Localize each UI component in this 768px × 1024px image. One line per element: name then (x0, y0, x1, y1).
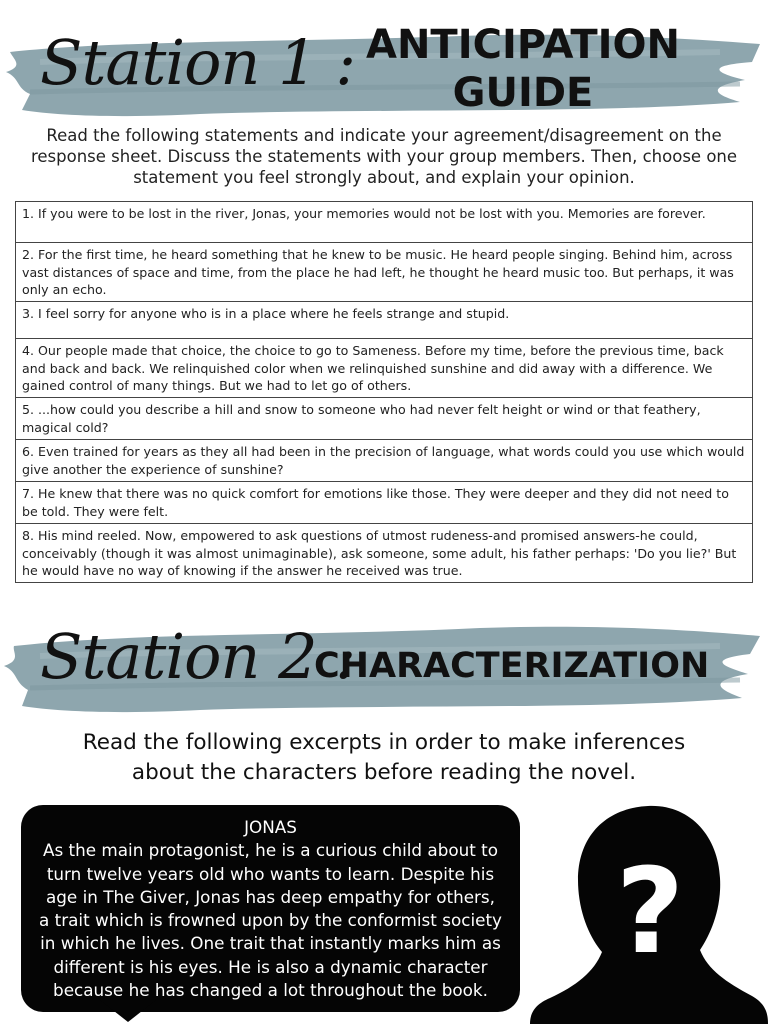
station2-instructions-line2: about the characters before reading the novel. (131, 760, 637, 785)
station2-instructions-line1: Read the following excerpts in order to make inferences (82, 730, 686, 755)
station2-instructions (14, 728, 754, 788)
mystery-person-silhouette-icon (530, 800, 768, 1024)
character-speech-bubble (21, 805, 520, 1012)
table-row (16, 202, 753, 243)
character-line: because he has changed a lot throughout the book. (53, 980, 488, 1001)
character-line: different is his eyes. He is also a dynamic character (53, 956, 488, 977)
station2-title: CHARACTERIZATION (314, 646, 710, 686)
character-line: a trait which is frowned upon by the conformist society (39, 910, 502, 931)
table-row (16, 302, 753, 339)
station1-title-line2: GUIDE (452, 70, 594, 116)
statement-cell: 6. Even trained for years as they all had been in the precision of language, what words could you use which would give another the experience of sunshine? (16, 440, 753, 482)
table-row (16, 243, 753, 302)
statement-cell: 1. If you were to be lost in the river, Jonas, your memories would not be lost with you. Memories are forever. (16, 202, 753, 243)
character-line: turn twelve years old who wants to learn. Despite his (46, 863, 495, 884)
statement-cell: 7. He knew that there was no quick comfort for emotions like those. They were deeper and they did not need to be told. They were felt. (16, 482, 753, 524)
statements-table (15, 201, 753, 583)
table-row (16, 339, 753, 398)
station1-script-title: Station 1 : (40, 26, 356, 99)
station2-script-title: Station 2 : (40, 620, 356, 693)
station1-instructions: Read the following statements and indicate your agreement/disagreement on the response sheet. Discuss the statements with your group members. Then, choose one statement you feel strongly about, and explain your opinion. (30, 126, 738, 187)
statement-cell: 5. ...how could you describe a hill and snow to someone who had never felt height or wind or that feathery, magical cold? (16, 398, 753, 440)
question-mark-glyph: ? (615, 842, 685, 980)
character-line: in which he lives. One trait that instantly marks him as (40, 933, 501, 954)
character-line: age in The Giver, Jonas has deep empathy for others, (45, 886, 496, 907)
character-name: JONAS (244, 817, 297, 837)
statement-cell: 2. For the first time, he heard something that he knew to be music. He heard people singing. Behind him, across vast distances of space and time, from the place he had left, he thought he heard music too. But perhaps, it was only an echo. (16, 243, 753, 302)
statement-cell: 8. His mind reeled. Now, empowered to ask questions of utmost rudeness-and promised answers-he could, conceivably (though it was almost unimaginable), ask someone, some adult, his father perhaps: 'Do you lie?' But he would have no way of knowing if the answer he received was true. (16, 524, 753, 583)
table-row (16, 398, 753, 440)
character-line: As the main protagonist, he is a curious child about to (42, 840, 499, 861)
table-row (16, 440, 753, 482)
station1-title-line1: ANTICIPATION (366, 22, 680, 68)
speech-bubble-tail (100, 1000, 156, 1022)
statement-cell: 3. I feel sorry for anyone who is in a place where he feels strange and stupid. (16, 302, 753, 339)
table-row (16, 524, 753, 583)
table-row (16, 482, 753, 524)
statement-cell: 4. Our people made that choice, the choice to go to Sameness. Before my time, before the previous time, back and back and back. We relinquished color when we relinquished sunshine and did away with a difference. We gained control of many things. But we had to let go of others. (16, 339, 753, 398)
